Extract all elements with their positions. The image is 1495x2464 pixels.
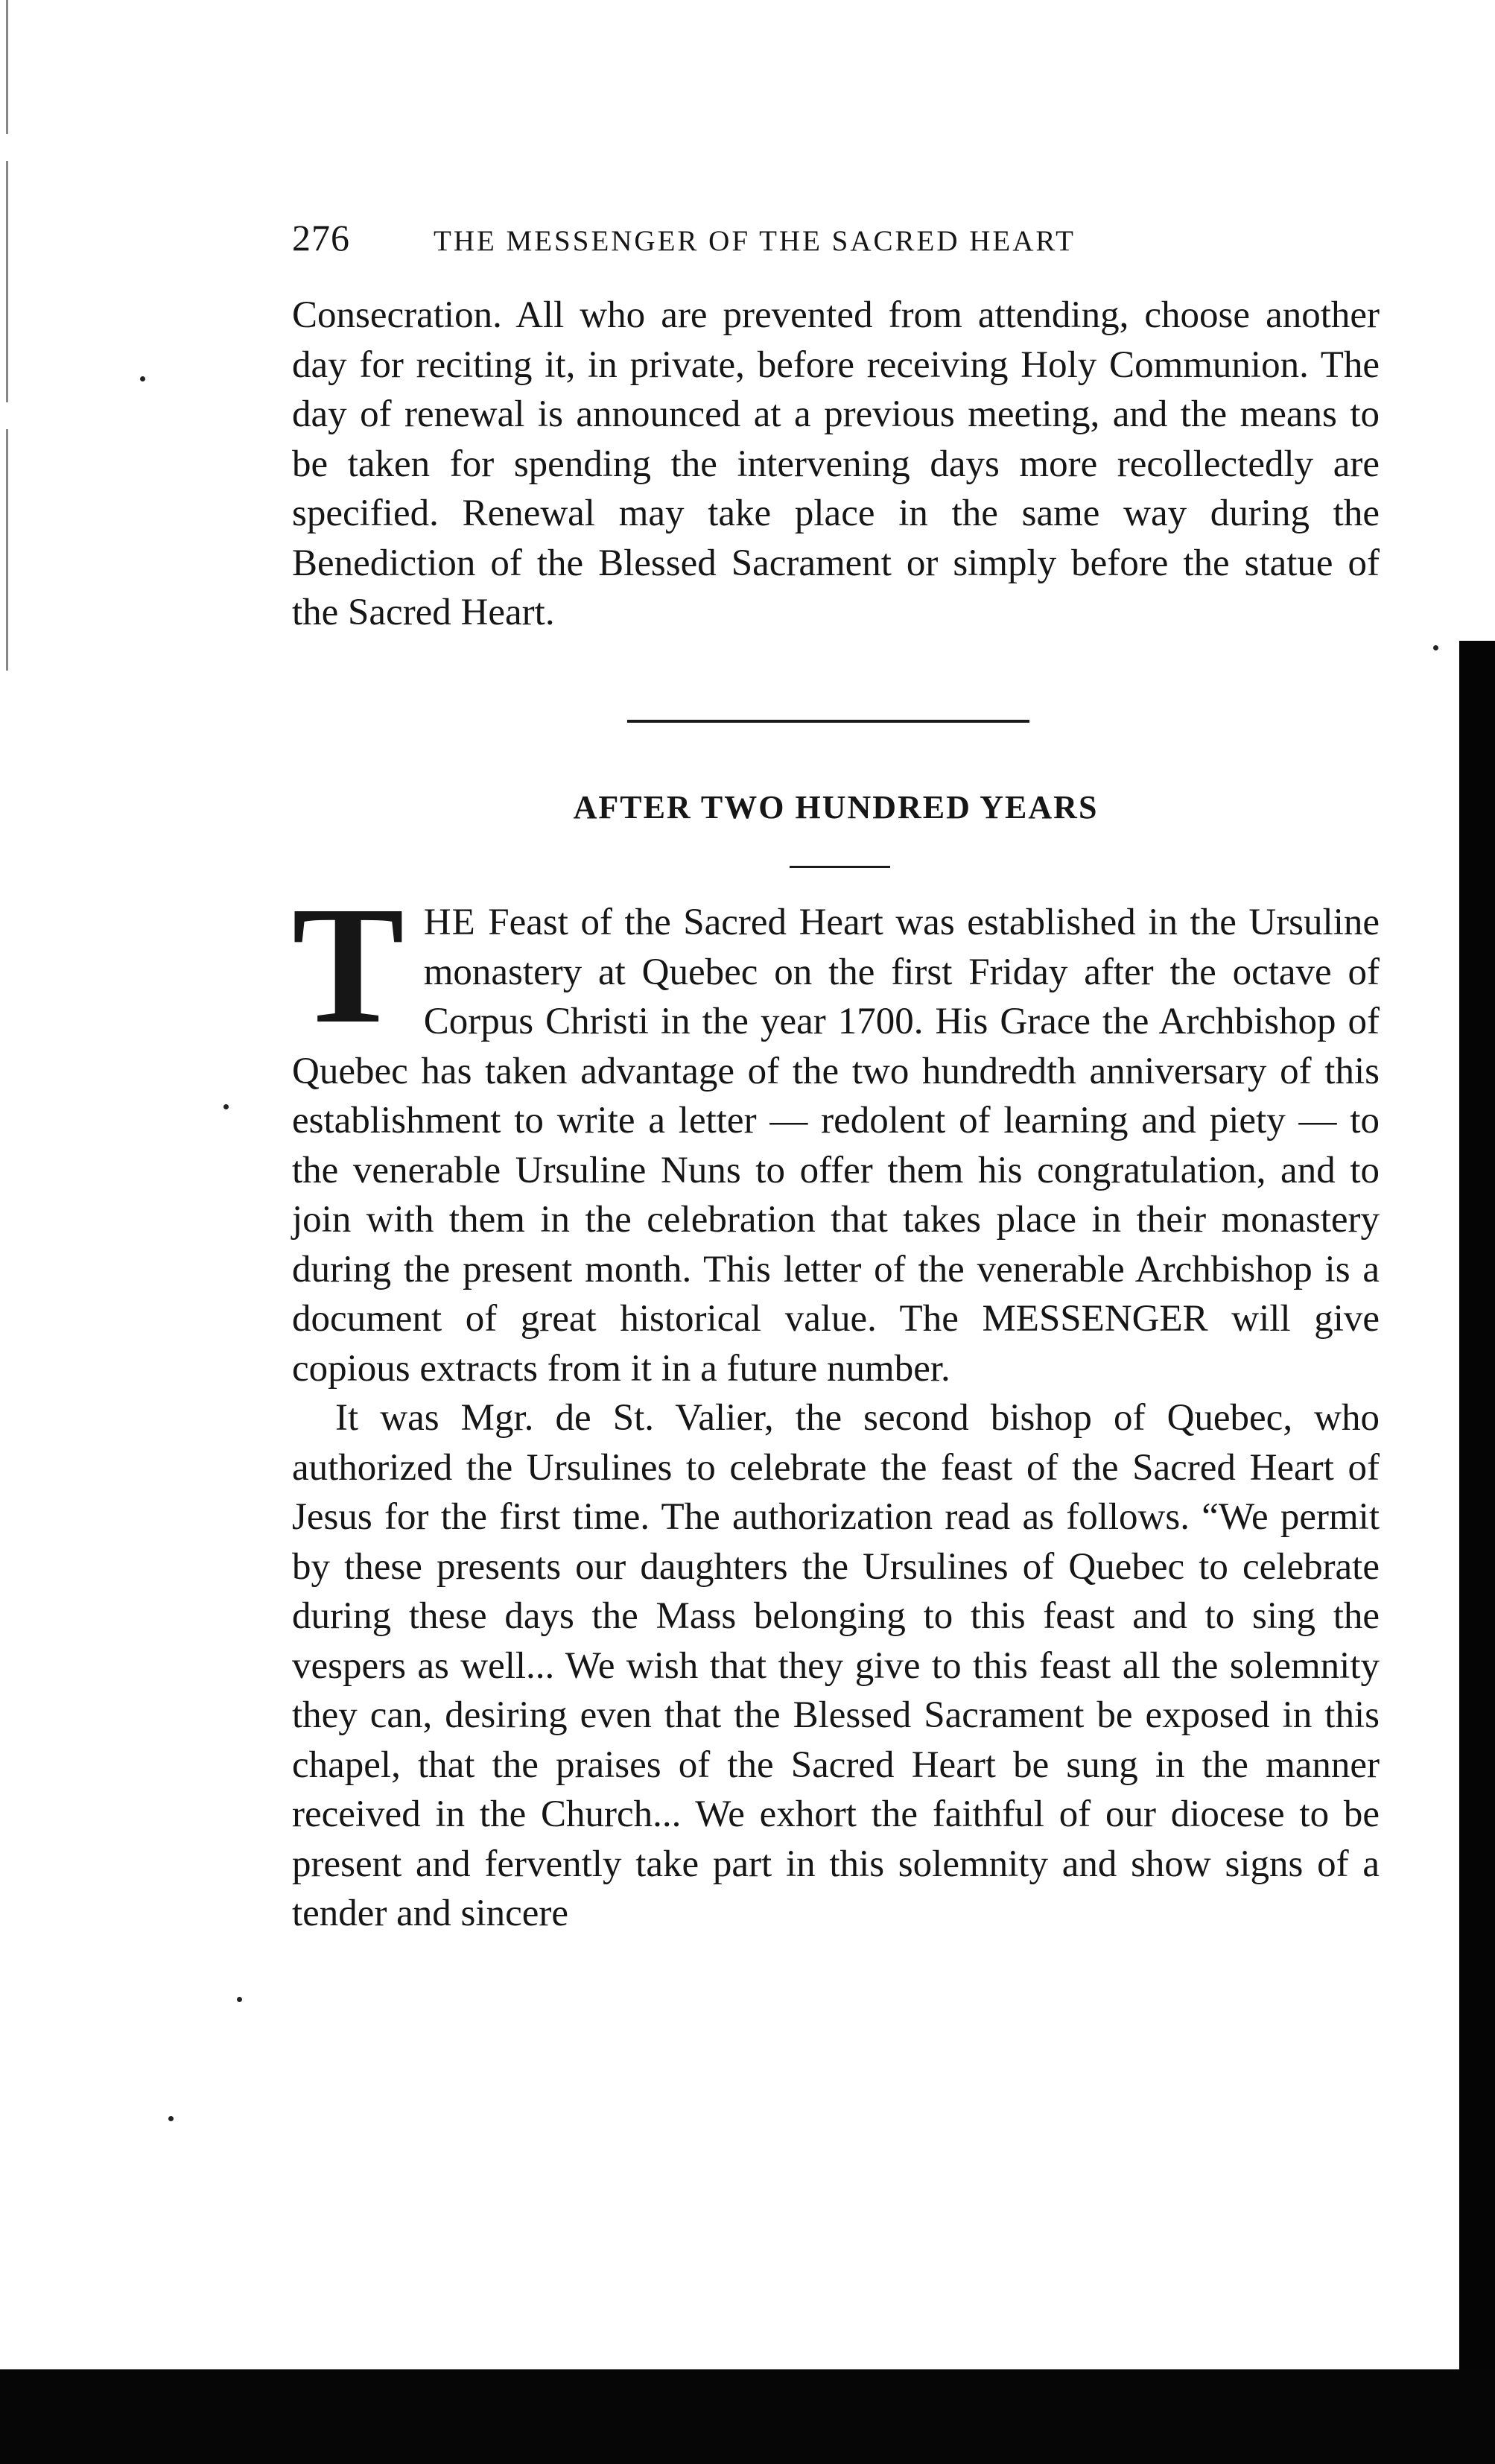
scan-speck [237, 1997, 242, 2002]
scan-speck [140, 376, 145, 381]
article-paragraph-2: It was Mgr. de St. Valier, the second bishop of Quebec, who authorized the Ursulines to celebrate the feast of the Sacred Heart of Jesus for the first time. The authorization read as follows. “We permit by these presents our daughters the Ursulines of Quebec to celebrate during these days the Mass belonging to this feast and to sing the vespers as well... We wish that they give to this feast all the solemnity they can, desiring even that the Blessed Sacrament be exposed in this chapel, that the praises of the Sacred Heart be sung in the manner received in the Church... We exhort the faithful of our diocese to be present and fervently take part in this solemnity and show signs of a tender and sincere [292, 1397, 1380, 1934]
section-divider [627, 720, 1029, 723]
running-head [292, 216, 1238, 261]
scan-speck [223, 1104, 229, 1109]
scan-right-edge [1459, 641, 1495, 2369]
intro-paragraph: Consecration. All who are prevented from attending, choose another day for reciting it, in private, before receiving Holy Communion. The day of renewal is announced at a previous meeting, and the means to be taken for spending the intervening days more recollectedly are specified. Renewal may take place in the same way during the Benediction of the Blessed Sacrament or simply before the statue of the Sacred Heart. [292, 294, 1380, 633]
paragraph-1-text: Feast of the Sacred Heart was established in the Ursuline monastery at Quebec on the first Friday after the octave of Corpus Christi in the year 1700. His Grace the Archbishop of Quebec has taken advantage of the two hundredth anniversary of this establishment to write a letter — redolent of learning and piety — to the venerable Ursuline Nuns to offer them his congratulation, and to join with them in the celebration that takes place in their monastery during the present month. This letter of the venerable Archbishop is a document of great historical value. The MESSENGER will give copious extracts from it in a future number. [292, 902, 1380, 1390]
intro-block [292, 291, 1380, 638]
scan-bottom-band [0, 2369, 1495, 2464]
scan-speck [168, 2116, 174, 2121]
running-title: THE MESSENGER OF THE SACRED HEART [434, 225, 1076, 257]
article-title: AFTER TWO HUNDRED YEARS [573, 789, 1099, 826]
first-word: HE [423, 902, 476, 943]
scan-speck [1433, 645, 1438, 650]
scan-left-edge [6, 0, 8, 671]
article-body [292, 872, 1380, 1939]
drop-cap-letter: T [292, 872, 404, 1058]
page-number: 276 [292, 217, 350, 259]
title-rule [790, 866, 890, 868]
article-paragraph-1 [292, 872, 1380, 1393]
